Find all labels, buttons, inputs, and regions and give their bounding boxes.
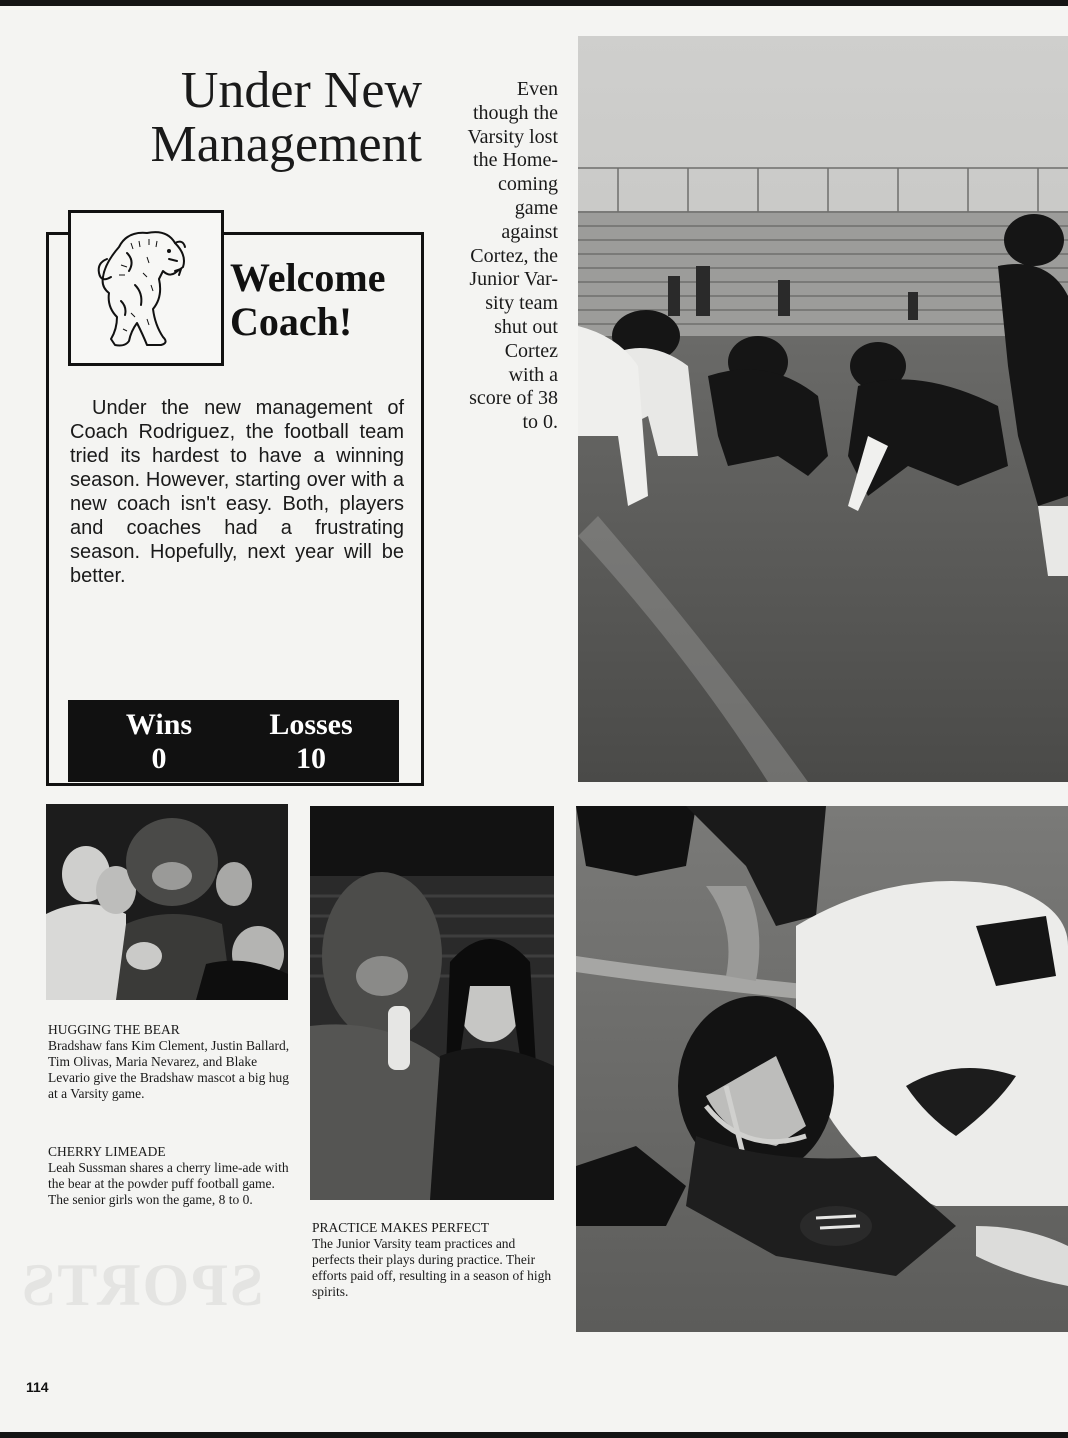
headline-line-2: Management [150, 116, 422, 173]
sidebar-line: against [501, 220, 558, 243]
ghost-watermark-text: SPORTS [20, 1252, 264, 1318]
sidebar-line: game [514, 196, 558, 219]
sidebar-text [440, 78, 558, 435]
sidebar-line: score of 38 [469, 387, 558, 410]
season-record [68, 700, 399, 782]
sidebar-line: though the [473, 101, 558, 124]
sidebar-line: the Home- [473, 149, 558, 172]
wins-label: Wins [125, 708, 193, 741]
sidebar-line: sity team [485, 292, 558, 315]
caption-text: Leah Sussman shares a cherry lime-ade with the bear at the powder puff football game. The senior girls won the game, 8 to 0. [48, 1160, 289, 1207]
losses-label: Losses [269, 708, 353, 741]
sidebar-line: with a [508, 363, 558, 386]
bear-mascot-icon [68, 210, 224, 366]
sidebar-line: coming [498, 173, 558, 196]
football-line-scrimmage-photo [578, 36, 1068, 782]
yearbook-page [0, 6, 1068, 1432]
sidebar-line: Cortez, the [470, 244, 558, 267]
losses-value: 10 [296, 742, 326, 775]
mascot-with-student-photo [310, 806, 554, 1200]
sidebar-line: shut out [494, 315, 558, 338]
football-tackle-photo [576, 806, 1068, 1332]
fans-hugging-mascot-photo [46, 804, 288, 1000]
page-number: 114 [26, 1379, 49, 1395]
caption-practice-makes-perfect [312, 1220, 554, 1300]
welcome-line-1: Welcome [230, 255, 386, 300]
sidebar-line: to 0. [522, 411, 558, 434]
caption-cherry-limeade [48, 1144, 292, 1208]
caption-title: PRACTICE MAKES PERFECT [312, 1220, 490, 1235]
caption-text: The Junior Varsity team practices and perfects their plays during practice. Their efforts paid off, resulting in a season of high spirits. [312, 1236, 552, 1299]
caption-text: Bradshaw fans Kim Clement, Justin Ballard, Tim Olivas, Maria Nevarez, and Blake Levario give the Bradshaw mascot a big hug at a Varsity game. [48, 1038, 290, 1101]
losses-column [246, 708, 376, 776]
sidebar-line: Cortez [504, 339, 558, 362]
wins-value: 0 [151, 742, 167, 775]
caption-hugging-bear [48, 1022, 292, 1102]
headline-line-1: Under New [180, 62, 422, 119]
sidebar-line: Even [516, 78, 558, 100]
caption-title: HUGGING THE BEAR [48, 1022, 180, 1037]
welcome-line-2: Coach! [230, 299, 353, 344]
headline [60, 64, 422, 172]
wins-column [94, 708, 224, 776]
sidebar-line: Junior Var- [469, 268, 558, 291]
coach-body-text: Under the new management of Coach Rodriguez, the football team tried its hardest to have a winning season. However, starting over with a new coach isn't easy. Both, players and coaches had a frustrating season. Hopefully, next year will be better. [70, 397, 404, 587]
caption-title: CHERRY LIMEADE [48, 1144, 166, 1159]
sidebar-line: Varsity lost [467, 125, 558, 148]
welcome-heading [230, 256, 420, 344]
